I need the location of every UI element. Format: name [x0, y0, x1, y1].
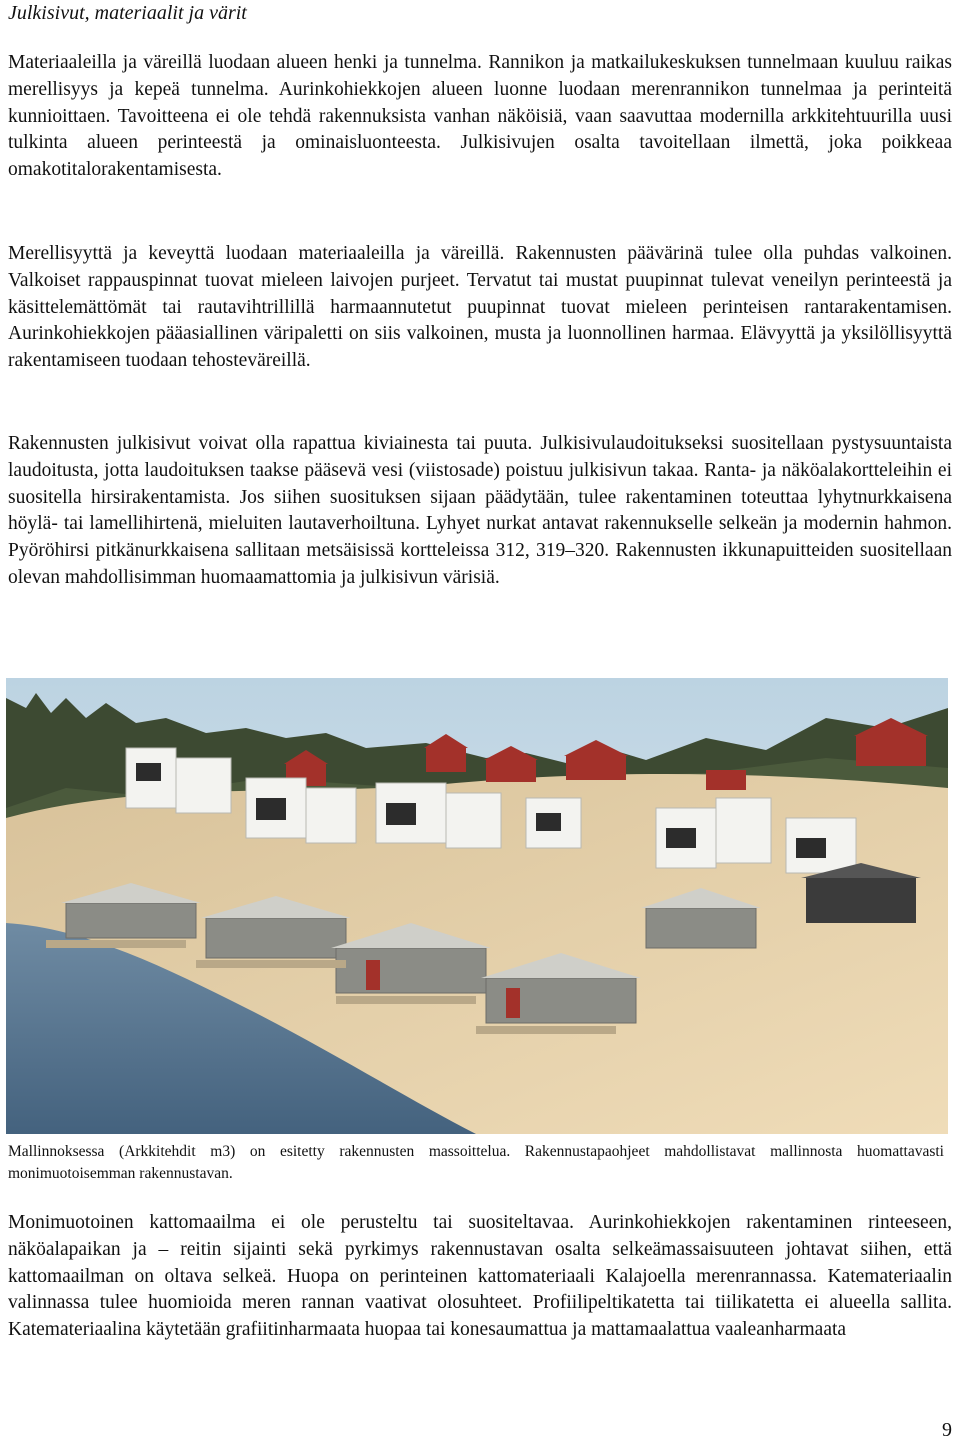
page-number: 9: [942, 1419, 952, 1441]
figure-caption: Mallinnoksessa (Arkkitehdit m3) on esitetty rakennusten massoittelua. Rakennustapaohjeet mahdollistavat mallinnosta huomattavasti monimuotoisemman rakennustavan.: [8, 1143, 944, 1182]
body-paragraph: Materiaaleilla ja väreillä luodaan alueen henki ja tunnelma. Rannikon ja matkailukeskuksen tunnelmaan kuuluu raikas merellisyys ja kepeä tunnelma. Aurinkohiekkojen alueen luonne luodaan merenrannikon tunnelmaa ja perinteitä kunnioittaen. Tavoitteena ei ole tehdä rakennuksista vanhan näköisiä, vaan saavuttaa modernilla arkkitehtuurilla uusi tulkinta alueen perinteestä ja ominaisluonteesta. Julkisivujen osalta tavoitellaan ilmettä, joka poikkeaa omakotitalorakentamisesta.: [8, 52, 952, 181]
body-paragraph: Monimuotoinen kattomaailma ei ole perusteltu tai suositeltavaa. Aurinkohiekkojen rakentaminen rinteeseen, näköalapaikan ja – reitin sijainti sekä pyrkimys rakennustavan osalta selkeämassaisuuteen johtavat siihen, että kattomaailman on oltava selkeä. Huopa on perinteinen kattomateriaali Kalajoella merenrannassa. Katemateriaalin valinnassa tulee huomioida meren rannan vaativat olosuhteet. Profiilipeltikatetta tai tiilikatetta ei alueella sallita. Katemateriaalina käytetään grafiitinharmaata huopaa tai konesaumattua ja mattamaalattua vaaleanharmaata: [8, 1212, 952, 1341]
architectural-rendering-image: [6, 678, 948, 1134]
body-paragraph: Rakennusten julkisivut voivat olla rapattua kiviainesta tai puuta. Julkisivulaudoitukseksi suositellaan pystysuuntaista laudoitusta, jotta laudoituksen taakse pääsevä vesi (viistosade) poistuu julkisivun takaa. Ranta- ja näköalakortteleihin ei suositella hirsirakentamista. Jos siihen suosituksen sijaan päädytään, tulee rakentaminen toteuttaa lyhytnurkkaisena höylä- tai lamellihirtenä, mieluiten lautaverhoiltuna. Lyhyet nurkat antavat rakennukselle selkeän ja modernin hahmon. Pyöröhirsi pitkänurkkaisena sallitaan metsäisissä kortteleissa 312, 319–320. Rakennusten ikkunapuitteiden suositellaan olevan mahdollisimman huomaamattomia ja julkisivun värisiä.: [8, 433, 952, 588]
section-title: Julkisivut, materiaalit ja värit: [8, 2, 247, 24]
body-paragraph: Merellisyyttä ja keveyttä luodaan materiaaleilla ja väreillä. Rakennusten päävärinä tulee olla puhdas valkoinen. Valkoiset rappauspinnat tuovat mieleen laivojen purjeet. Tervatut tai mustat puupinnat tulevat veneilyn perinteestä ja käsittelemättömät tai rautavihtrillillä harmaannutetut puupinnat tuovat mieleen perinteisen rantarakentamisen. Aurinkohiekkojen pääasiallinen väripaletti on siis valkoinen, musta ja luonnollinen harmaa. Elävyyttä ja yksilöllisyyttä rakentamiseen tuodaan tehosteväreillä.: [8, 243, 952, 372]
